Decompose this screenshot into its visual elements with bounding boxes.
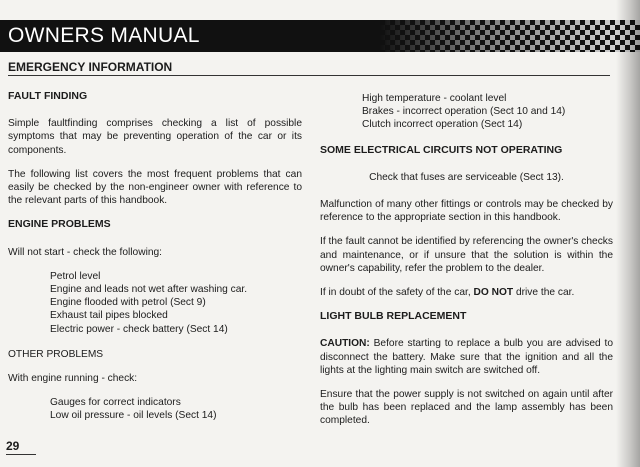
will-not-start-text: Will not start - check the following: (8, 246, 163, 258)
fuse-check-text: Check that fuses are serviceable (Sect 13). (369, 171, 564, 183)
safety-doubt-end: drive the car. (515, 287, 575, 299)
safety-doubt-text: If in doubt of the safety of the car, (320, 287, 471, 299)
engine-problems-heading: ENGINE PROBLEMS (8, 218, 111, 231)
list-item: Gauges for correct indicators (50, 397, 181, 409)
list-item: Brakes - incorrect operation (Sect 10 and 14) (362, 106, 566, 118)
fault-not-identified-paragraph: If the fault cannot be identified by referencing the owner's checks and maintenance, or if unsure that the solution is within the owner's capability, refer the problem to the dealer. (320, 236, 613, 274)
power-supply-paragraph: Ensure that the power supply is not switched on again until after the bulb has been replaced and the lamp assembly has been completed. (320, 389, 613, 427)
caution-text: Before starting to replace a bulb you are advised to disconnect the battery. Make sure that the ignition and all the lights at the lighting main switch are switched off. (320, 338, 613, 376)
list-item: Clutch incorrect operation (Sect 14) (362, 119, 523, 131)
checkered-flag-pattern (380, 20, 640, 52)
left-column (8, 90, 302, 435)
light-bulb-heading: LIGHT BULB REPLACEMENT (320, 310, 467, 323)
running-checks-list (50, 396, 302, 422)
page-number: 29 (6, 439, 20, 453)
section-title: EMERGENCY INFORMATION (8, 60, 173, 74)
list-item: Engine flooded with petrol (Sect 9) (50, 297, 206, 309)
list-item: Petrol level (50, 270, 101, 282)
do-not-emphasis: DO NOT (473, 287, 514, 299)
fault-finding-paragraph-1: Simple faultfinding comprises checking a list of possible symptoms that may be preventing operation of the car or its components. (8, 118, 302, 156)
safety-doubt-paragraph (320, 286, 613, 299)
list-item: Electric power - check battery (Sect 14) (50, 323, 228, 335)
running-checks-continued-list (362, 92, 613, 132)
right-column (320, 92, 613, 439)
page-number-underline (6, 454, 36, 455)
fault-finding-heading: FAULT FINDING (8, 90, 88, 102)
section-divider (8, 75, 610, 76)
list-item: Exhaust tail pipes blocked (50, 310, 168, 322)
list-item: Engine and leads not wet after washing car. (50, 284, 248, 296)
caution-label: CAUTION: (320, 338, 370, 350)
list-item: Low oil pressure - oil levels (Sect 14) (50, 410, 217, 422)
malfunction-paragraph: Malfunction of many other fittings or controls may be checked by reference to the appropriate section in this handbook. (320, 199, 613, 224)
engine-running-text: With engine running - check: (8, 373, 138, 385)
book-spine-shadow (616, 0, 640, 467)
header-band (0, 20, 640, 52)
manual-title: OWNERS MANUAL (8, 24, 200, 47)
other-problems-heading: OTHER PROBLEMS (8, 348, 104, 360)
electrical-circuits-heading: SOME ELECTRICAL CIRCUITS NOT OPERATING (320, 143, 563, 156)
list-item: High temperature - coolant level (362, 93, 507, 104)
start-checks-list (50, 270, 302, 336)
fault-finding-paragraph-2: The following list covers the most frequent problems that can easily be checked by the non-engineer owner with reference to the relevant parts of this handbook. (8, 168, 302, 207)
caution-paragraph (320, 337, 613, 377)
